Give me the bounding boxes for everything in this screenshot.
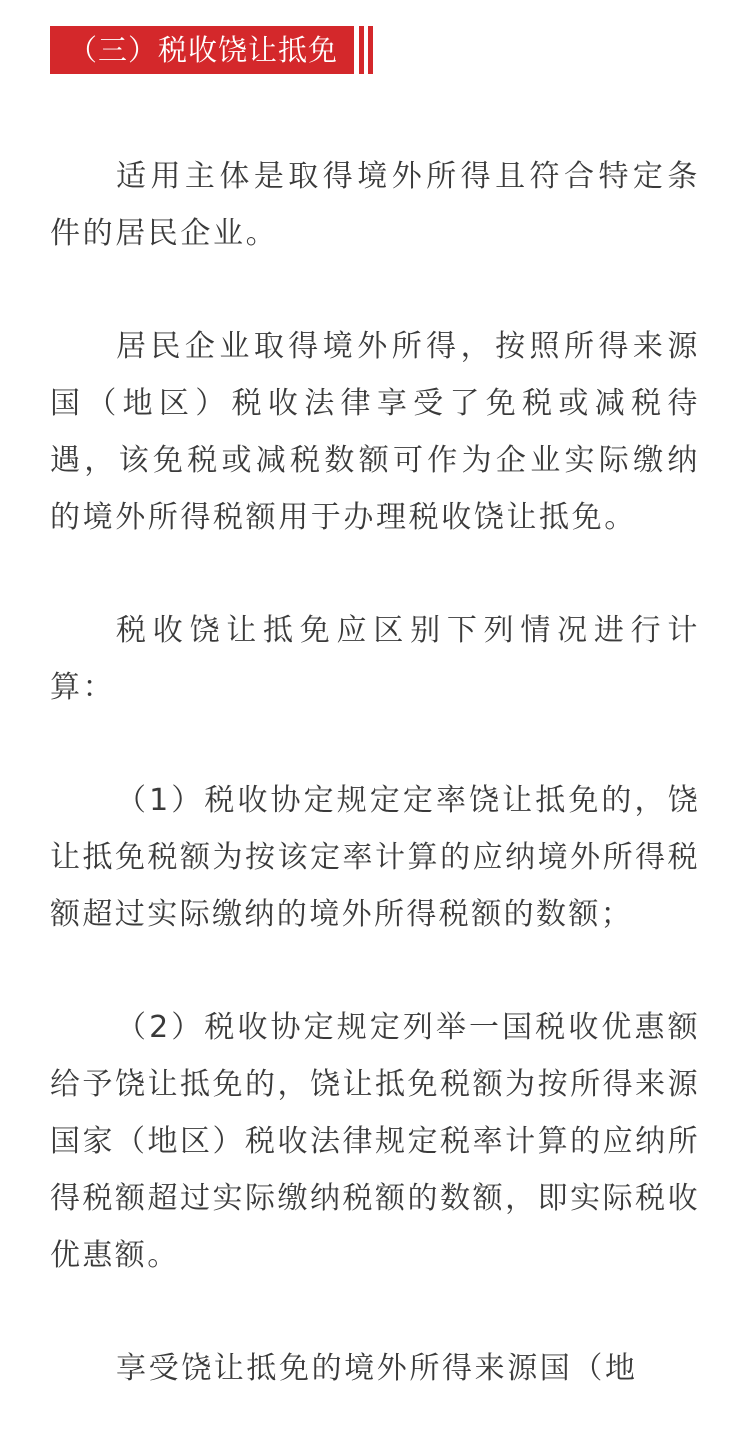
paragraph-tax-exemption: 居民企业取得境外所得，按照所得来源国（地区）税收法律享受了免税或减税待遇，该免税或减税数额可作为企业实际缴纳的境外所得税额用于办理税收饶让抵免。	[50, 329, 700, 535]
section-header	[50, 26, 373, 74]
paragraph-item-2: （2）税收协定规定列举一国税收优惠额给予饶让抵免的，饶让抵免税额为按所得来源国家（地区）税收法律规定税率计算的应纳所得税额超过实际缴纳税额的数额，即实际税收优惠额。	[50, 1010, 700, 1273]
paragraph-applicable-subject: 适用主体是取得境外所得且符合特定条件的居民企业。	[50, 159, 700, 251]
article-body	[50, 148, 700, 1453]
paragraph-source-country: 享受饶让抵免的境外所得来源国（地	[116, 1351, 638, 1386]
header-decoration-bar-2	[368, 26, 373, 74]
header-decoration-bar-1	[359, 26, 364, 74]
paragraph-item-1: （1）税收协定规定定率饶让抵免的，饶让抵免税额为按该定率计算的应纳境外所得税额超过实际缴纳的境外所得税额的数额；	[50, 783, 700, 932]
paragraph-calculation-intro: 税收饶让抵免应区别下列情况进行计算：	[50, 613, 700, 705]
section-title: （三）税收饶让抵免	[50, 26, 354, 74]
